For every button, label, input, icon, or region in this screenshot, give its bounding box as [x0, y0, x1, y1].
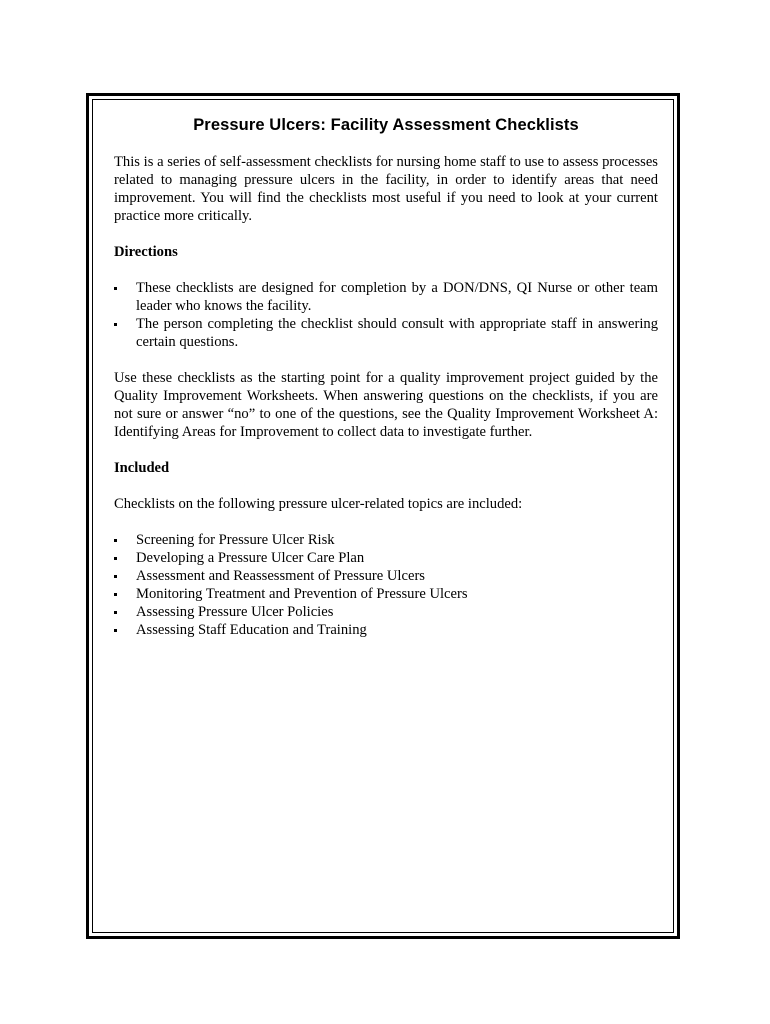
- list-item-text: Monitoring Treatment and Prevention of Pressure Ulcers: [136, 586, 468, 602]
- document-content: [114, 116, 658, 639]
- bullet-icon: [114, 611, 117, 614]
- list-item: [114, 585, 658, 603]
- list-item: [114, 603, 658, 621]
- list-item-text: Assessing Staff Education and Training: [136, 622, 367, 638]
- list-item-text: Developing a Pressure Ulcer Care Plan: [136, 550, 365, 566]
- bullet-icon: [114, 287, 117, 290]
- list-item-text: Assessing Pressure Ulcer Policies: [136, 604, 334, 620]
- directions-heading: Directions: [114, 244, 178, 260]
- usage-paragraph: Use these checklists as the starting point for a quality improvement project guided by the Quality Improvement Worksheets. When answering questions on the checklists, if you are not sure or answer “no” to one of the questions, see the Quality Improvement Worksheet A: Identifying Areas for Improvement to collect data to investigate further.: [114, 370, 658, 440]
- list-item-text: These checklists are designed for completion by a DON/DNS, QI Nurse or other team leader who knows the facility.: [136, 280, 658, 314]
- bullet-icon: [114, 323, 117, 326]
- list-item: [114, 567, 658, 585]
- list-item-text: Assessment and Reassessment of Pressure Ulcers: [136, 568, 425, 584]
- bullet-icon: [114, 629, 117, 632]
- list-item-text: The person completing the checklist should consult with appropriate staff in answering certain questions.: [136, 316, 658, 350]
- list-item: [114, 315, 658, 351]
- list-item: [114, 531, 658, 549]
- bullet-icon: [114, 557, 117, 560]
- list-item-text: Screening for Pressure Ulcer Risk: [136, 532, 335, 548]
- list-item: [114, 549, 658, 567]
- intro-paragraph: This is a series of self-assessment checklists for nursing home staff to use to assess processes related to managing pressure ulcers in the facility, in order to identify areas that need improvement. You will find the checklists most useful if you need to look at your current practice more critically.: [114, 154, 658, 224]
- bullet-icon: [114, 575, 117, 578]
- document-title: Pressure Ulcers: Facility Assessment Checklists: [193, 116, 579, 134]
- included-heading: Included: [114, 460, 170, 476]
- bullet-icon: [114, 593, 117, 596]
- directions-list: [114, 279, 658, 351]
- included-intro: Checklists on the following pressure ulcer-related topics are included:: [114, 496, 523, 512]
- included-list: [114, 531, 658, 639]
- list-item: [114, 279, 658, 315]
- bullet-icon: [114, 539, 117, 542]
- list-item: [114, 621, 658, 639]
